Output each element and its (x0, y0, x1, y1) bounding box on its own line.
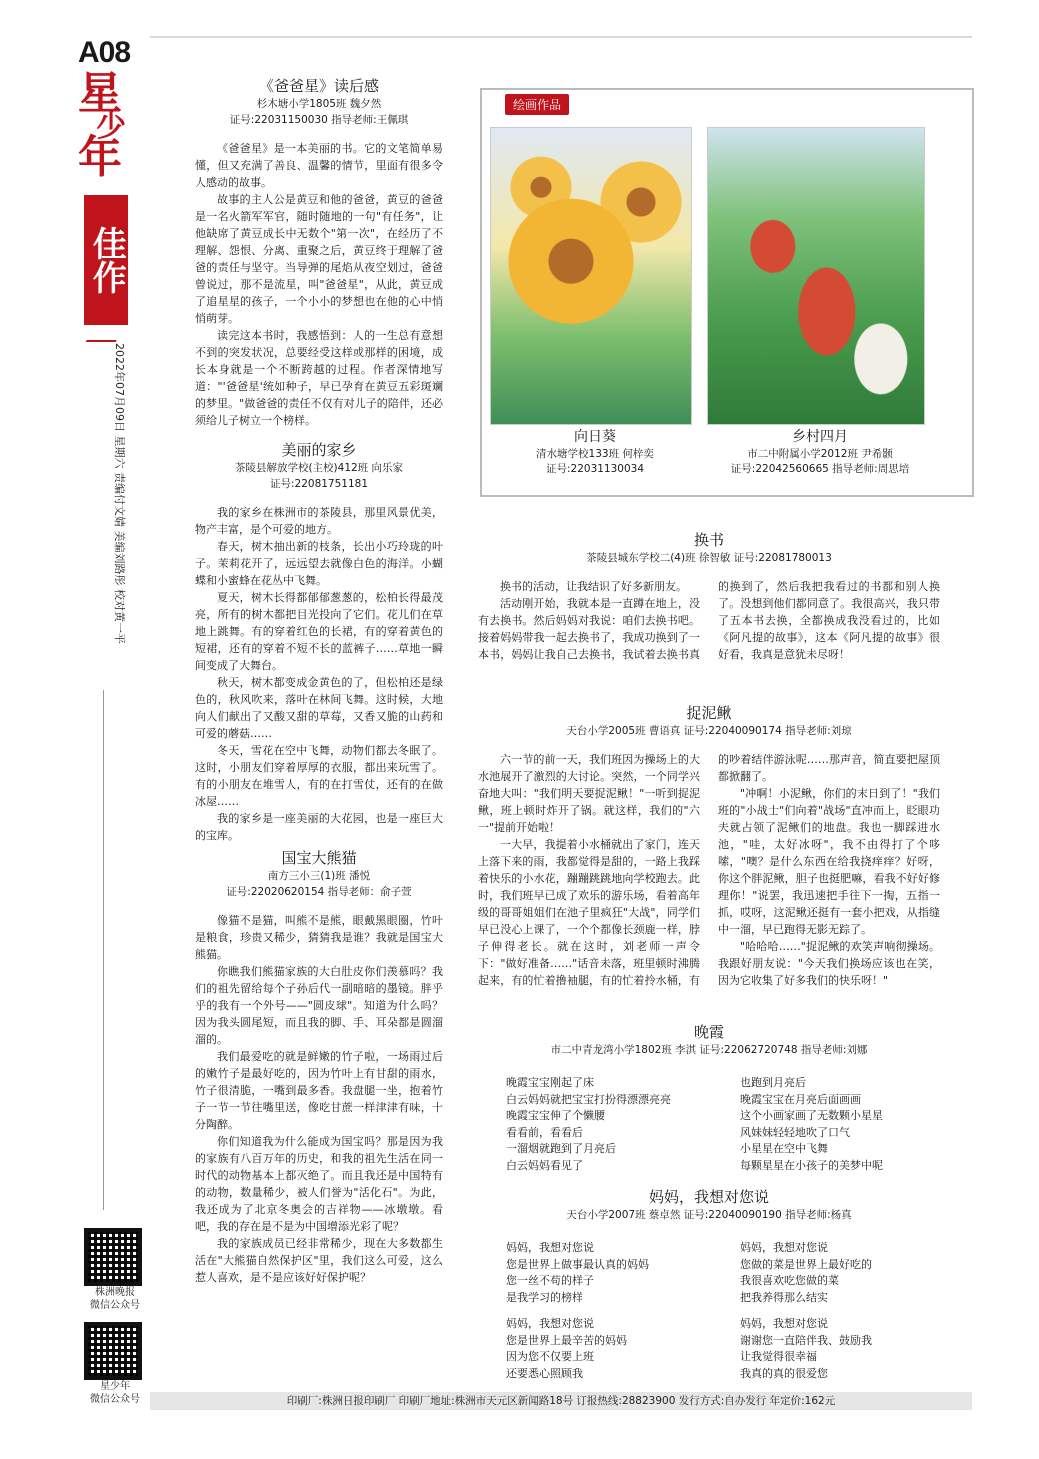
paragraph: 换书的活动，让我结识了好多新朋友。 (500, 580, 687, 593)
poem-line: 妈妈，我想对您说 (506, 1317, 594, 1330)
poem-line: 因为您不仅要上班 (506, 1350, 594, 1363)
article-book-swap (478, 530, 940, 663)
article-cert: 证号:22020620154 指导老师：俞子萱 (226, 886, 412, 898)
paragraph: 一大早，我提着小水桶就出了家门，连天上落下来的雨，我都觉得是甜的，一路上我踩着快乐的小水花，蹦蹦跳跳地向学校跑去。此时，我们班早已成了欢乐的游乐场，看着高年级的哥哥姐姐们在池子里疯狂"大战"，同学们早已没心上课了，一个个都像长颈鹿一样，脖子伸得老长。就在这时，刘老师一声令下："做好准备……"话音未落，班里顿时沸腾起来，有的忙着撸袖腿，有的忙着拎水桶，有的吵着结伴游泳呢……那声音，简直要把屋顶都掀翻了。 (478, 753, 940, 987)
painting-caption-2 (700, 427, 940, 477)
poem-line: 您做的菜是世界上最好吃的 (740, 1257, 872, 1271)
qr-code[interactable] (84, 1228, 142, 1286)
paragraph: 《爸爸星》是一本美丽的书。它的文笔简单易懂，但又充满了善良、温馨的情节，里面有很多令人感动的故事。 (195, 142, 443, 189)
printing-footer: 印刷厂:株洲日报印刷厂 印刷厂地址:株洲市天元区新闻路18号 订报热线:28823900 发行方式:自办发行 年定价:162元 (150, 1392, 972, 1410)
sunflower-painting (490, 127, 692, 425)
article-cert: 证号:22031150030 指导老师:王佩琪 (229, 114, 409, 126)
paintings-tag: 绘画作品 (505, 94, 569, 115)
paragraph: 你瞧我们熊猫家族的大白肚皮你们羡慕吗？我们的祖先留给每个子孙后代一副暗暗的墨镜。胖乎乎的我有一个外号——"圆皮球"。知道为什么吗？因为我头圆尾短，而且我的脚、手、耳朵都是圆溜溜的。 (195, 965, 443, 1046)
article-papa-star (195, 76, 443, 429)
paragraph: 故事的主人公是黄豆和他的爸爸，黄豆的爸爸是一名火箭军军官，随时随地的一句"有任务"，让他缺席了黄豆成长中无数个"第一次"，在经历了不理解、怨恨、分离、重聚之后，黄豆终于理解了爸爸的责任与坚守。当导弹的尾焰从夜空划过，爸爸曾说过，那不是流星，叫"爸爸星"，从此，黄豆成了追星星的孩子，一个小小的梦想也在他的心中悄悄萌芽。 (195, 193, 443, 325)
article-catch-loach (478, 703, 940, 989)
paragraph: 我们最爱吃的就是鲜嫩的竹子啦，一场雨过后的嫩竹子是最好吃的，因为竹叶上有甘甜的雨水，竹子很清脆，一嘴到最多香。我盘腿一坐，抱着竹子一节一节往嘴里送，像吃甘蔗一样津津有味，十分陶醉。 (195, 1050, 443, 1131)
poem-line: 妈妈，我想对您说 (740, 1241, 828, 1254)
poem-line: 您是世界上最辛苦的妈妈 (506, 1333, 627, 1347)
issue-meta (70, 345, 130, 675)
poem-line: 我真的真的很爱您 (740, 1366, 828, 1380)
paragraph: 六一节的前一天，我们班因为操场上的大水池展开了激烈的大讨论。突然，一个同学兴奋地大叫："我们明天要捉泥鳅！"一听到捉泥鳅，班上顿时炸开了锅。就这样，我们的"六一"提前开始啦！ (478, 753, 700, 834)
masthead-char-3: 年 (78, 132, 122, 183)
painting-author: 清水塘学校133班 何梓奕 (536, 448, 654, 460)
paragraph: 春天，树木抽出新的枝条，长出小巧玲珑的叶子。茉莉花开了，远远望去就像白色的海洋。小蝴蝶和小蜜蜂在花丛中飞舞。 (195, 540, 443, 587)
paragraph: 读完这本书时，我感悟到：人的一生总有意想不到的突发状况，总要经受这样或那样的困境，成长本身就是一个不断跨越的过程。作者深情地写道："'爸爸星'统如种子，早已孕育在黄豆五彩斑斓的梦里。"做爸爸的责任不仅有对儿子的陪伴，还必须给儿子树立一个榜样。 (195, 329, 443, 427)
poem-line: 晚霞宝宝伸了个懒腰 (506, 1109, 605, 1122)
masthead-logo (78, 68, 134, 183)
poem-line: 白云妈妈就把宝宝打扮得漂漂亮亮 (506, 1092, 671, 1106)
poem-line: 是我学习的榜样 (506, 1290, 583, 1304)
article-meta: 市二中青龙湾小学1802班 李淇 证号:22062720748 指导老师:刘娜 (550, 1044, 868, 1056)
paragraph: 我的家族成员已经非常稀少，现在大多数都生活在"大熊猫自然保护区"里，我们这么可爱，这么惹人喜欢，是不是应该好好保护呢？ (195, 1237, 443, 1284)
poem-line: 小星星在空中飞舞 (740, 1142, 828, 1155)
article-title: 国宝大熊猫 (281, 849, 357, 867)
paragraph: 夏天，树木长得都郁郁葱葱的，松柏长得最茂亮，所有的树木都把目光投向了它们。花儿们在草地上跳舞。有的穿着红色的长裙，有的穿着黄色的短裙，还有的穿着不短不长的蓝裤子……草地一瞬间变成了大舞台。 (195, 591, 443, 672)
poem-line: 每颗星星在小孩子的美梦中呢 (740, 1158, 883, 1172)
section-tab (84, 195, 128, 325)
article-title: 捉泥鳅 (686, 704, 732, 722)
article-author: 茶陵县解放学校(主校)412班 向乐家 (234, 462, 404, 474)
article-meta: 天台小学2007班 蔡卓然 证号:22040090190 指导老师:杨真 (566, 1209, 852, 1221)
paragraph: 冬天，雪花在空中飞舞，动物们都去冬眠了。这时，小朋友们穿着厚厚的衣服，都出来玩雪了。有的小朋友在堆雪人，有的在打雪仗，还有的在做冰屋…… (195, 744, 443, 808)
poem-line: 我很喜欢吃您做的菜 (740, 1274, 839, 1287)
poem-right-column (740, 1075, 960, 1174)
paragraph: 我的家乡在株洲市的茶陵县，那里风景优美，物产丰富，是个可爱的地方。 (195, 506, 443, 536)
qr-block-1 (80, 1228, 150, 1312)
painting-cert: 证号:22031130034 (545, 463, 645, 475)
article-body (478, 578, 940, 663)
painting-caption-1 (490, 427, 700, 477)
poem-line: 还要悉心照顾我 (506, 1366, 583, 1380)
article-author: 杉木塘小学1805班 魏夕然 (256, 98, 382, 110)
painting-title: 乡村四月 (792, 429, 848, 445)
poem-sunset-glow (478, 1022, 940, 1058)
paragraph: 活动刚开始，我就本是一直蹲在地上，没有去换书。然后妈妈对我说：咱们去换书吧。接着妈妈带我一起去换书了，我成功换到了一本书，妈妈让我自己去换书，我试着去换书真的换到了，然后我把我看过的书都和别人换了。没想到他们都同意了。我很高兴，我只带了五本书去换，全都换成我没看过的，比如《阿凡提的故事》，这本《阿凡提的故事》很好看，我真是意犹未尽呀！ (478, 580, 940, 661)
paragraph: "哈哈哈……"捉泥鳅的欢笑声响彻操场。我跟好朋友说："今天我们换场应该也在笑，因为它收集了好多我们的快乐呀！" (718, 940, 940, 987)
article-title: 妈妈，我想对您说 (648, 1188, 769, 1206)
poem-line: 您一丝不苟的样子 (506, 1274, 594, 1287)
poem-line: 风妹妹轻轻地吹了口气 (740, 1125, 850, 1139)
poem-line: 让我觉得很幸福 (740, 1350, 817, 1363)
qr-code[interactable] (84, 1322, 142, 1380)
article-body (478, 751, 940, 989)
poem-line: 也跑到月亮后 (740, 1076, 806, 1089)
section-label: 佳作 (86, 226, 127, 294)
poem-left-column (506, 1240, 726, 1382)
poem-line: 谢谢您一直陪伴我、鼓励我 (740, 1333, 872, 1347)
poem-line: 晚霞宝宝刚起了床 (506, 1076, 594, 1089)
paragraph: "冲啊！小泥鳅，你们的末日到了！"我们班的"小战士"们向着"战场"直冲而上，眨眼功夫就占领了泥鳅们的地盘。我也一脚踩进水池，"哇，太好冰呀"，我不由得打了个哆嗦，"噢？是什么东西在给我挠痒痒？好呀，你这个胖泥鳅，胆子也挺肥嘛，看我不好好修理你！"说罢，我迅速把手往下一掏，五指一抓，哎呀，这泥鳅还挺有一套小把戏，从指缝中一溜，早已跑得无影无踪了。 (718, 787, 940, 936)
poem-line: 您是世界上做事最认真的妈妈 (506, 1257, 649, 1271)
article-meta: 天台小学2005班 曹语真 证号:22040090174 指导老师:刘琼 (566, 725, 852, 737)
paragraph: 像猫不是猫，叫熊不是熊，眼戴黑眼圈，竹叶是粮食，珍贵又稀少，猜猜我是谁？我就是国宝大熊猫。 (195, 914, 443, 961)
article-author: 南方三小三(1)班 潘悦 (267, 870, 371, 882)
poem-line: 看看前，看看后 (506, 1125, 583, 1139)
masthead-char-1: 星 (78, 68, 122, 119)
qr-block-2 (80, 1322, 150, 1406)
article-title: 晚霞 (693, 1023, 724, 1041)
paragraph: 你们知道我为什么能成为国宝吗？那是因为我的家族有八百万年的历史，和我的祖先生活在同一时代的动物基本上都灭绝了。而且我还是中国特有的动物，数量稀少，被人们誉为"活化石"。为此，我还成为了北京冬奥会的吉祥物——冰墩墩。看吧，我的存在是不是为中国增添光彩了呢？ (195, 1135, 443, 1233)
poem-line: 妈妈，我想对您说 (740, 1317, 828, 1330)
page-number: A08 (78, 36, 131, 69)
masthead-char-2: 少 (96, 109, 126, 144)
poem-line: 晚霞宝宝在月亮后面画画 (740, 1092, 861, 1106)
article-cert: 证号:22081751181 (269, 478, 369, 490)
poem-line: 一溜烟就跑到了月亮后 (506, 1142, 616, 1155)
painting-author: 市二中附属小学2012班 尹希颢 (747, 448, 893, 460)
poem-line: 妈妈，我想对您说 (506, 1241, 594, 1254)
qr-label: 株洲晚报 微信公众号 (90, 1287, 140, 1311)
issue-meta-text: 2022年07月09日 星期六 责编付文婧 美编刘路彤 校对黄一平 (113, 343, 126, 644)
qr-label: 星少年 微信公众号 (90, 1381, 140, 1405)
article-meta: 茶陵县城东学校二(4)班 徐智敏 证号:22081780013 (586, 552, 832, 564)
article-hometown (195, 440, 443, 844)
article-title: 《爸爸星》读后感 (258, 77, 379, 95)
poem-line: 白云妈妈看见了 (506, 1158, 583, 1172)
paragraph: 我的家乡是一座美丽的大花园，也是一座巨大的宝库。 (195, 812, 443, 842)
article-title: 美丽的家乡 (281, 441, 357, 459)
poem-left-column (506, 1075, 726, 1174)
top-rule (150, 36, 972, 38)
painting-title: 向日葵 (574, 429, 616, 445)
article-title: 换书 (693, 531, 724, 549)
village-painting (707, 127, 925, 425)
paragraph: 秋天，树木都变成金黄色的了，但松柏还是绿色的，秋风吹来，落叶在林间飞舞。这时候，大地向人们献出了又酸又甜的草莓，又香又脆的山药和可爱的蘑菇…… (195, 676, 443, 740)
poem-mom (478, 1187, 940, 1223)
painting-cert: 证号:22042560665 指导老师:周思培 (730, 463, 910, 475)
poem-line: 这个小画家画了无数颗小星星 (740, 1109, 883, 1122)
side-separator (103, 690, 104, 1210)
poem-right-column (740, 1240, 960, 1382)
poem-line: 把我养得那么结实 (740, 1290, 828, 1304)
article-panda (195, 848, 443, 1286)
